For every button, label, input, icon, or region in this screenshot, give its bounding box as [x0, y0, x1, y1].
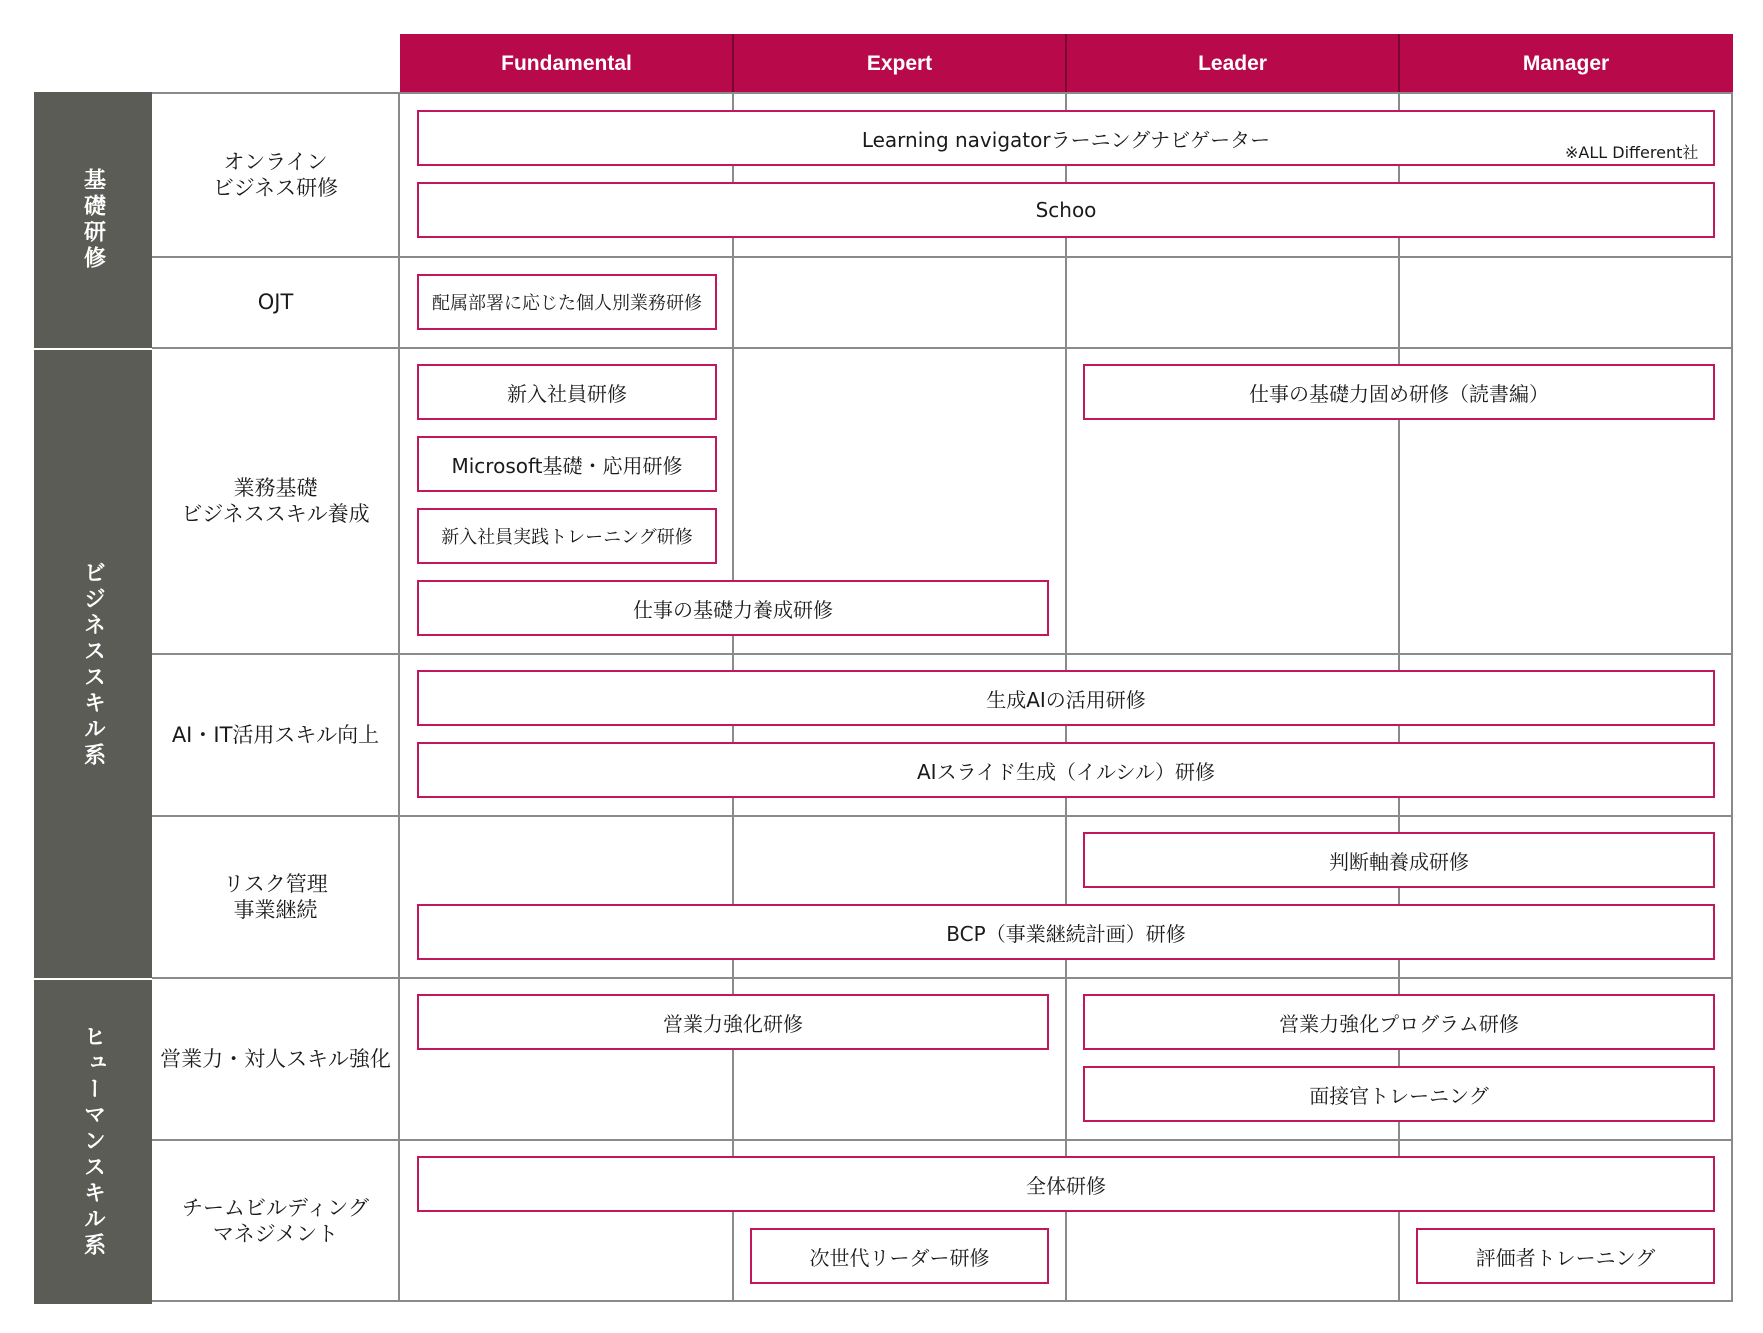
category-human-skills: ヒューマンスキル系 — [34, 978, 152, 1304]
program-next-leader: 次世代リーダー研修 — [750, 1228, 1049, 1284]
program-sales: 営業力強化研修 — [417, 994, 1049, 1050]
subcategory-teambuilding: チームビルディング マネジメント — [182, 1195, 369, 1246]
header-manager: Manager — [1399, 34, 1733, 94]
category-basic-training: 基礎研修 — [34, 92, 152, 348]
grid-line — [152, 977, 1733, 979]
header-divider — [732, 34, 734, 94]
program-generative-ai: 生成AIの活用研修 — [417, 670, 1715, 726]
grid-line — [152, 1300, 1733, 1302]
header-leader: Leader — [1066, 34, 1399, 94]
grid-line — [152, 256, 1733, 258]
subcategory-sales: 営業力・対人スキル強化 — [160, 1046, 391, 1071]
subcategory-online-training: オンライン ビジネス研修 — [212, 149, 339, 200]
program-evaluator: 評価者トレーニング — [1416, 1228, 1715, 1284]
program-learning-navigator: Learning navigatorラーニングナビゲーター — [417, 110, 1715, 166]
program-sales-program: 営業力強化プログラム研修 — [1083, 994, 1715, 1050]
program-interviewer: 面接官トレーニング — [1083, 1066, 1715, 1122]
subcategory-risk: リスク管理 事業継続 — [223, 871, 328, 922]
grid-line — [152, 347, 1733, 349]
grid-line — [152, 815, 1733, 817]
header-divider — [1398, 34, 1400, 94]
program-work-basics-reading: 仕事の基礎力固め研修（読書編） — [1083, 364, 1715, 420]
header-fundamental: Fundamental — [400, 34, 733, 94]
grid-line — [152, 92, 1733, 94]
category-business-skills: ビジネススキル系 — [34, 348, 152, 980]
header-expert: Expert — [733, 34, 1066, 94]
program-new-employee-practice: 新入社員実践トレーニング研修 — [417, 508, 717, 564]
program-schoo: Schoo — [417, 182, 1715, 238]
subcategory-ojt: OJT — [257, 289, 294, 314]
program-work-basics: 仕事の基礎力養成研修 — [417, 580, 1049, 636]
program-ojt-individual: 配属部署に応じた個人別業務研修 — [417, 274, 717, 330]
subcategory-business-basics: 業務基礎 ビジネススキル養成 — [181, 475, 370, 526]
grid-line — [152, 653, 1733, 655]
program-all-staff: 全体研修 — [417, 1156, 1715, 1212]
grid-line — [152, 1139, 1733, 1141]
program-judgment: 判断軸養成研修 — [1083, 832, 1715, 888]
grid-line — [398, 92, 400, 1302]
program-ai-slide: AIスライド生成（イルシル）研修 — [417, 742, 1715, 798]
program-microsoft: Microsoft基礎・応用研修 — [417, 436, 717, 492]
subcategory-ai-it: AI・IT活用スキル向上 — [171, 722, 380, 747]
source-note: ※ALL Different社 — [1565, 143, 1699, 162]
header-divider — [1065, 34, 1067, 94]
program-new-employee: 新入社員研修 — [417, 364, 717, 420]
program-bcp: BCP（事業継続計画）研修 — [417, 904, 1715, 960]
grid-line — [1731, 92, 1733, 1302]
